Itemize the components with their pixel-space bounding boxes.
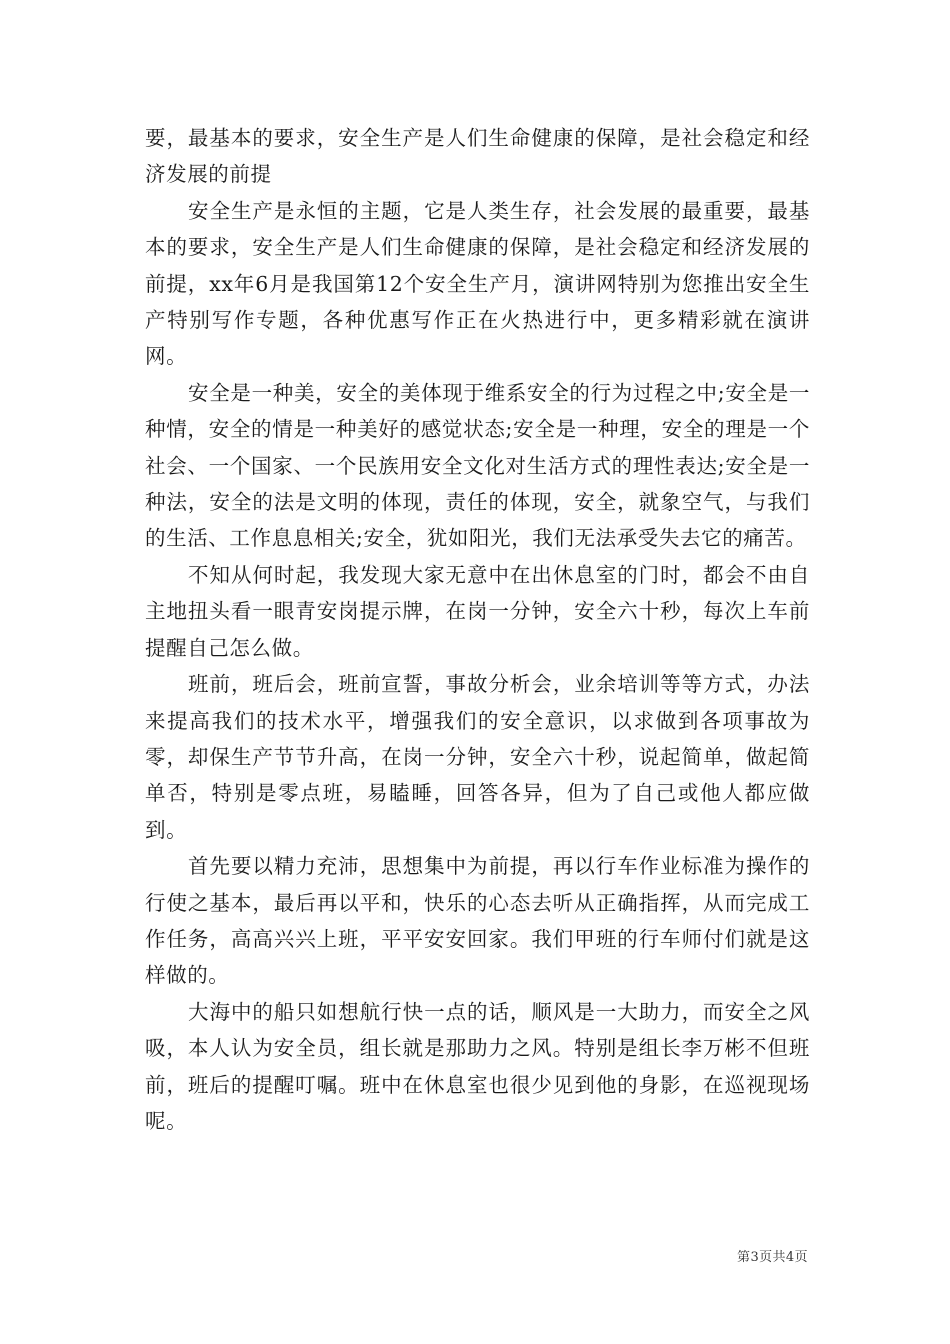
paragraph-shift-meetings: 班前，班后会，班前宣誓，事故分析会，业余培训等等方式，办法来提高我们的技术水平，增强我们的安全意识，以求做到各项事故为零，却保生产节节升高，在岗一分钟，安全六十秒，说起简单，做起简单否，特别是零点班，易瞌睡，回答各异，但为了自己或他人都应做到。 [145,672,810,842]
paragraph-continuation: 要，最基本的要求，安全生产是人们生命健康的保障，是社会稳定和经济发展的前提 [145,126,810,187]
paragraph-safety-beauty: 安全是一种美，安全的美体现于维系安全的行为过程之中;安全是一种情，安全的情是一种美好的感觉状态;安全是一种理，安全的理是一个社会、一个国家、一个民族用安全文化对生活方式的理性表达;安全是一种法，安全的法是文明的体现，责任的体现，安全，就象空气，与我们的生活、工作息息相关;安全，犹如阳光，我们无法承受失去它的痛苦。 [145,380,810,551]
page-number-footer: 第3页共4页 [737,1250,808,1265]
paragraph-reminder-sign: 不知从何时起，我发现大家无意中在出休息室的门时，都会不由自主地扭头看一眼青安岗提示牌，在岗一分钟，安全六十秒，每次上车前提醒自己怎么做。 [145,562,810,660]
paragraph-ship-analogy: 大海中的船只如想航行快一点的话，顺风是一大助力，而安全之风吸，本人认为安全员，组长就是那助力之风。特别是组长李万彬不但班前，班后的提醒叮嘱。班中在休息室也很少见到他的身影，在巡视现场呢。 [145,999,810,1133]
paragraph-safety-theme: 安全生产是永恒的主题，它是人类生存，社会发展的最重要，最基本的要求，安全生产是人们生命健康的保障，是社会稳定和经济发展的前提，xx年6月是我国第12个安全生产月，演讲网特别为您推出安全生产特别写作专题，各种优惠写作正在火热进行中，更多精彩就在演讲网。 [145,198,810,369]
paragraph-work-standards: 首先要以精力充沛，思想集中为前提，再以行车作业标准为操作的行使之基本，最后再以平和，快乐的心态去听从正确指挥，从而完成工作任务，高高兴兴上班，平平安安回家。我们甲班的行车师付们就是这样做的。 [145,854,810,988]
document-body [145,120,810,1139]
